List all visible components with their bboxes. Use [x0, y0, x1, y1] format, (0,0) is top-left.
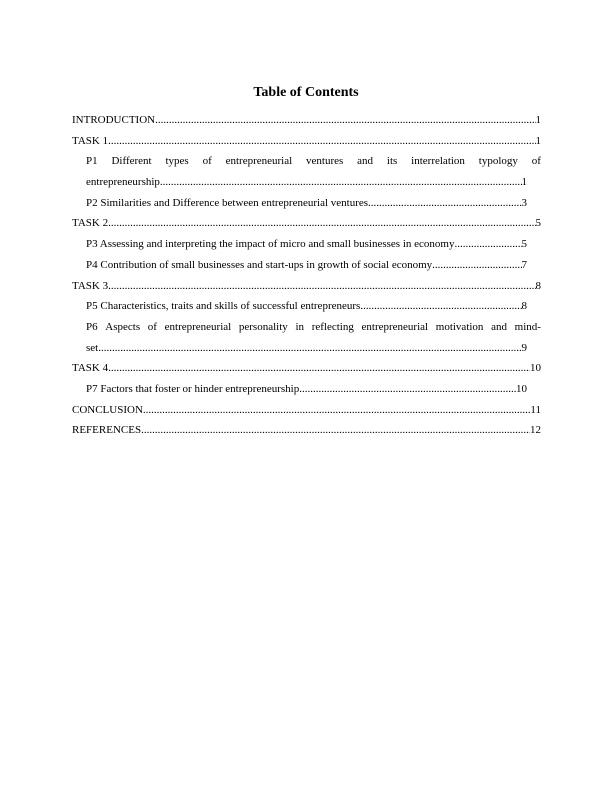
toc-entry-task-3[interactable] [72, 279, 541, 300]
toc-entry-task-4[interactable] [72, 361, 541, 382]
toc-leader-dots [368, 196, 521, 211]
toc-leader-dots [108, 279, 535, 294]
toc-entry-label: TASK 3 [72, 279, 109, 292]
toc-entry-label-line2: entrepreneurship [86, 176, 160, 189]
toc-page-number: 1 [521, 176, 527, 189]
toc-page-number: 8 [521, 300, 527, 313]
toc-entry-label: TASK 2 [72, 217, 109, 230]
toc-entry-p5[interactable] [86, 299, 541, 320]
toc-leader-dots [299, 382, 516, 397]
toc-page-number: 1 [535, 134, 541, 147]
toc-entry-label-line1: P6 Aspects of entrepreneurial personality in reflecting entrepreneurial motivation and mind- [86, 320, 541, 333]
toc-page-number: 5 [521, 238, 527, 251]
toc-entry-task-1[interactable] [72, 134, 541, 155]
toc-leader-dots [108, 134, 535, 149]
toc-page-number: 8 [535, 279, 541, 292]
toc-entry-p2[interactable] [86, 196, 541, 217]
table-of-contents [72, 113, 541, 444]
toc-entry-label: P2 Similarities and Difference between entrepreneurial ventures [86, 196, 369, 209]
toc-leader-dots [98, 341, 521, 356]
toc-page-number: 12 [530, 424, 541, 437]
toc-page-number: 5 [535, 217, 541, 230]
toc-leader-dots [108, 216, 535, 231]
toc-entry-label: P4 Contribution of small businesses and start-ups in growth of social economy [86, 258, 433, 271]
toc-entry-p1[interactable] [86, 154, 541, 190]
toc-leader-dots [360, 299, 521, 314]
toc-entry-p3[interactable] [86, 237, 541, 258]
toc-page-number: 10 [530, 362, 541, 375]
toc-entry-label: TASK 1 [72, 134, 109, 147]
toc-entry-task-2[interactable] [72, 216, 541, 237]
toc-entry-label: REFERENCES [72, 424, 142, 437]
toc-entry-label: P7 Factors that foster or hinder entrepreneurship [86, 382, 300, 395]
toc-page-number: 1 [535, 114, 541, 126]
toc-leader-dots [160, 175, 522, 190]
toc-entry-references[interactable] [72, 423, 541, 444]
toc-entry-p7[interactable] [86, 382, 541, 403]
toc-entry-conclusion[interactable] [72, 403, 541, 424]
toc-page-number: 11 [530, 403, 541, 416]
toc-entry-p4[interactable] [86, 258, 541, 279]
toc-page-number: 10 [516, 382, 527, 395]
toc-leader-dots [454, 237, 521, 252]
toc-page-number: 9 [521, 341, 527, 354]
toc-leader-dots [432, 258, 521, 273]
toc-entry-introduction[interactable] [72, 113, 541, 134]
toc-leader-dots [141, 423, 530, 438]
toc-entry-label-line2: set [86, 341, 99, 354]
toc-entry-label: INTRODUCTION [72, 114, 156, 126]
toc-page-number: 3 [521, 196, 527, 209]
toc-leader-dots [155, 113, 535, 128]
toc-entry-p6[interactable] [86, 320, 541, 356]
toc-leader-dots [143, 403, 531, 418]
toc-leader-dots [108, 361, 530, 376]
toc-entry-label-line1: P1 Different types of entrepreneurial ventures and its interrelation typology of [86, 155, 541, 168]
toc-entry-label: P5 Characteristics, traits and skills of successful entrepreneurs [86, 300, 361, 313]
toc-title: Table of Contents [253, 85, 359, 100]
toc-entry-label: TASK 4 [72, 362, 109, 375]
toc-page-number: 7 [521, 258, 527, 271]
toc-entry-label: P3 Assessing and interpreting the impact of micro and small businesses in economy [86, 238, 455, 251]
toc-entry-label: CONCLUSION [72, 403, 143, 416]
